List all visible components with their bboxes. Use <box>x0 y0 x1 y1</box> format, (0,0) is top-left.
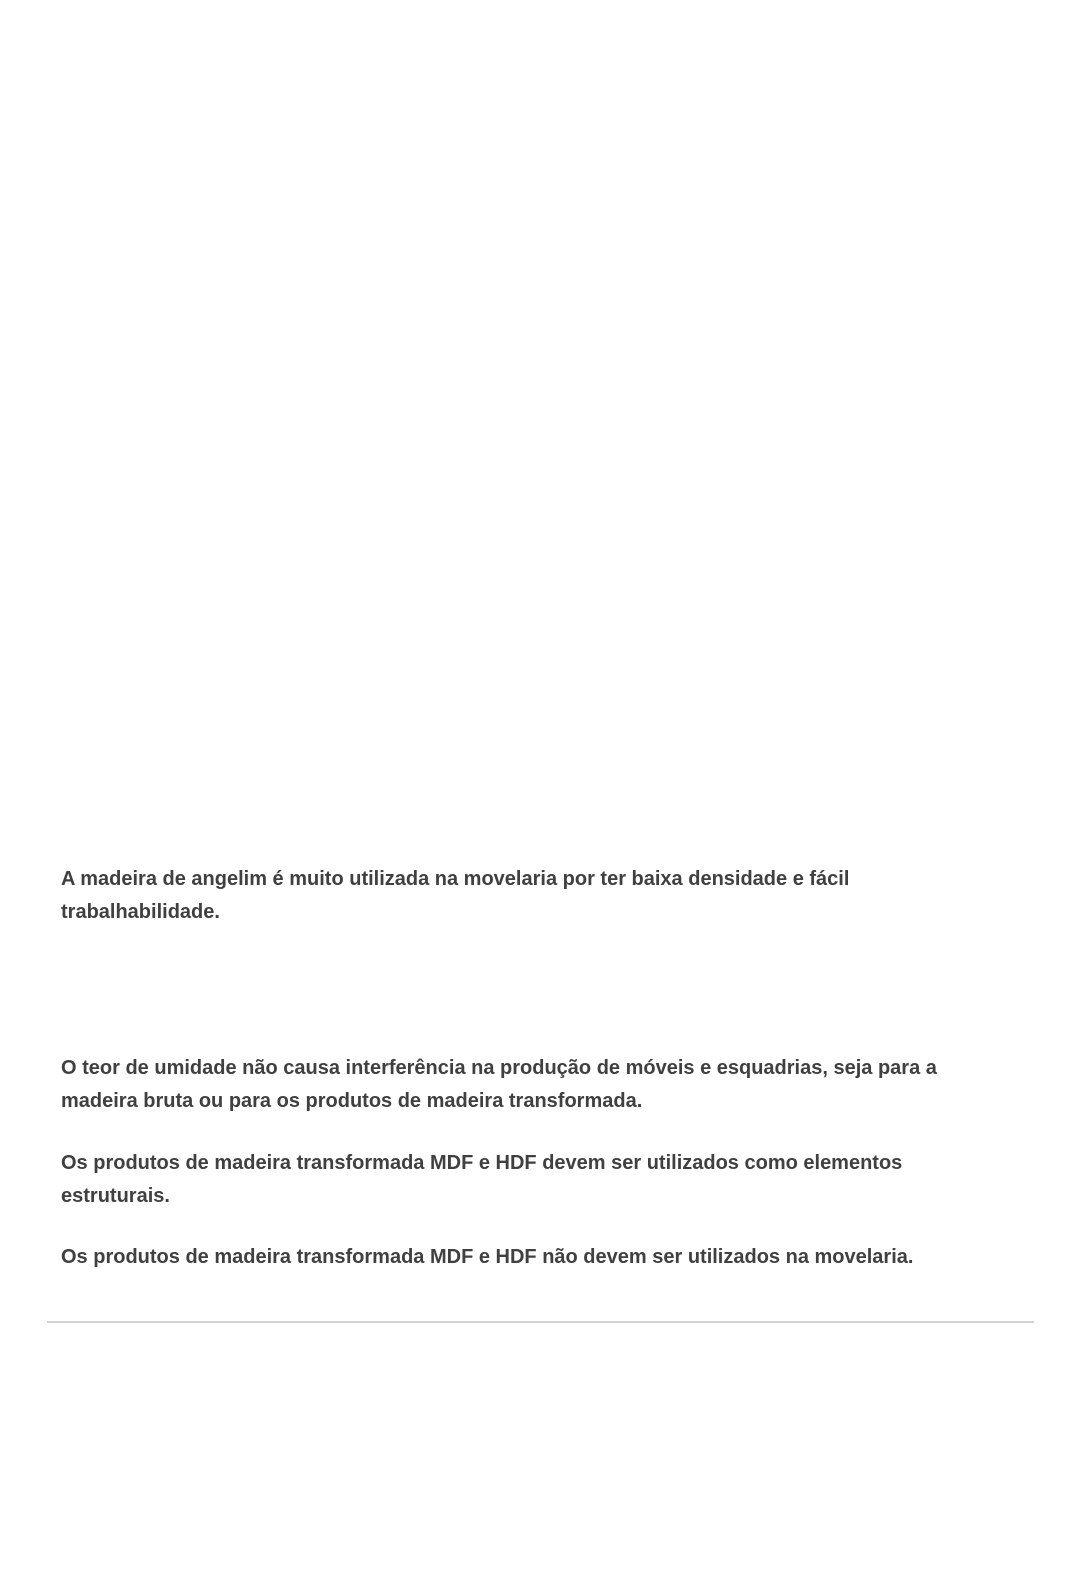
statement-2: O teor de umidade não causa interferência na produção de móveis e esquadrias, seja para a madeira bruta ou para os produtos de madeira transformada. <box>61 1057 937 1112</box>
section-divider <box>47 1321 1034 1323</box>
statement-3: Os produtos de madeira transformada MDF e HDF devem ser utilizados como elementos estruturais. <box>61 1152 903 1207</box>
statement-4: Os produtos de madeira transformada MDF e HDF não devem ser utilizados na movelaria. <box>61 1246 914 1268</box>
statement-1: A madeira de angelim é muito utilizada na movelaria por ter baixa densidade e fácil trabalhabilidade. <box>61 868 850 923</box>
